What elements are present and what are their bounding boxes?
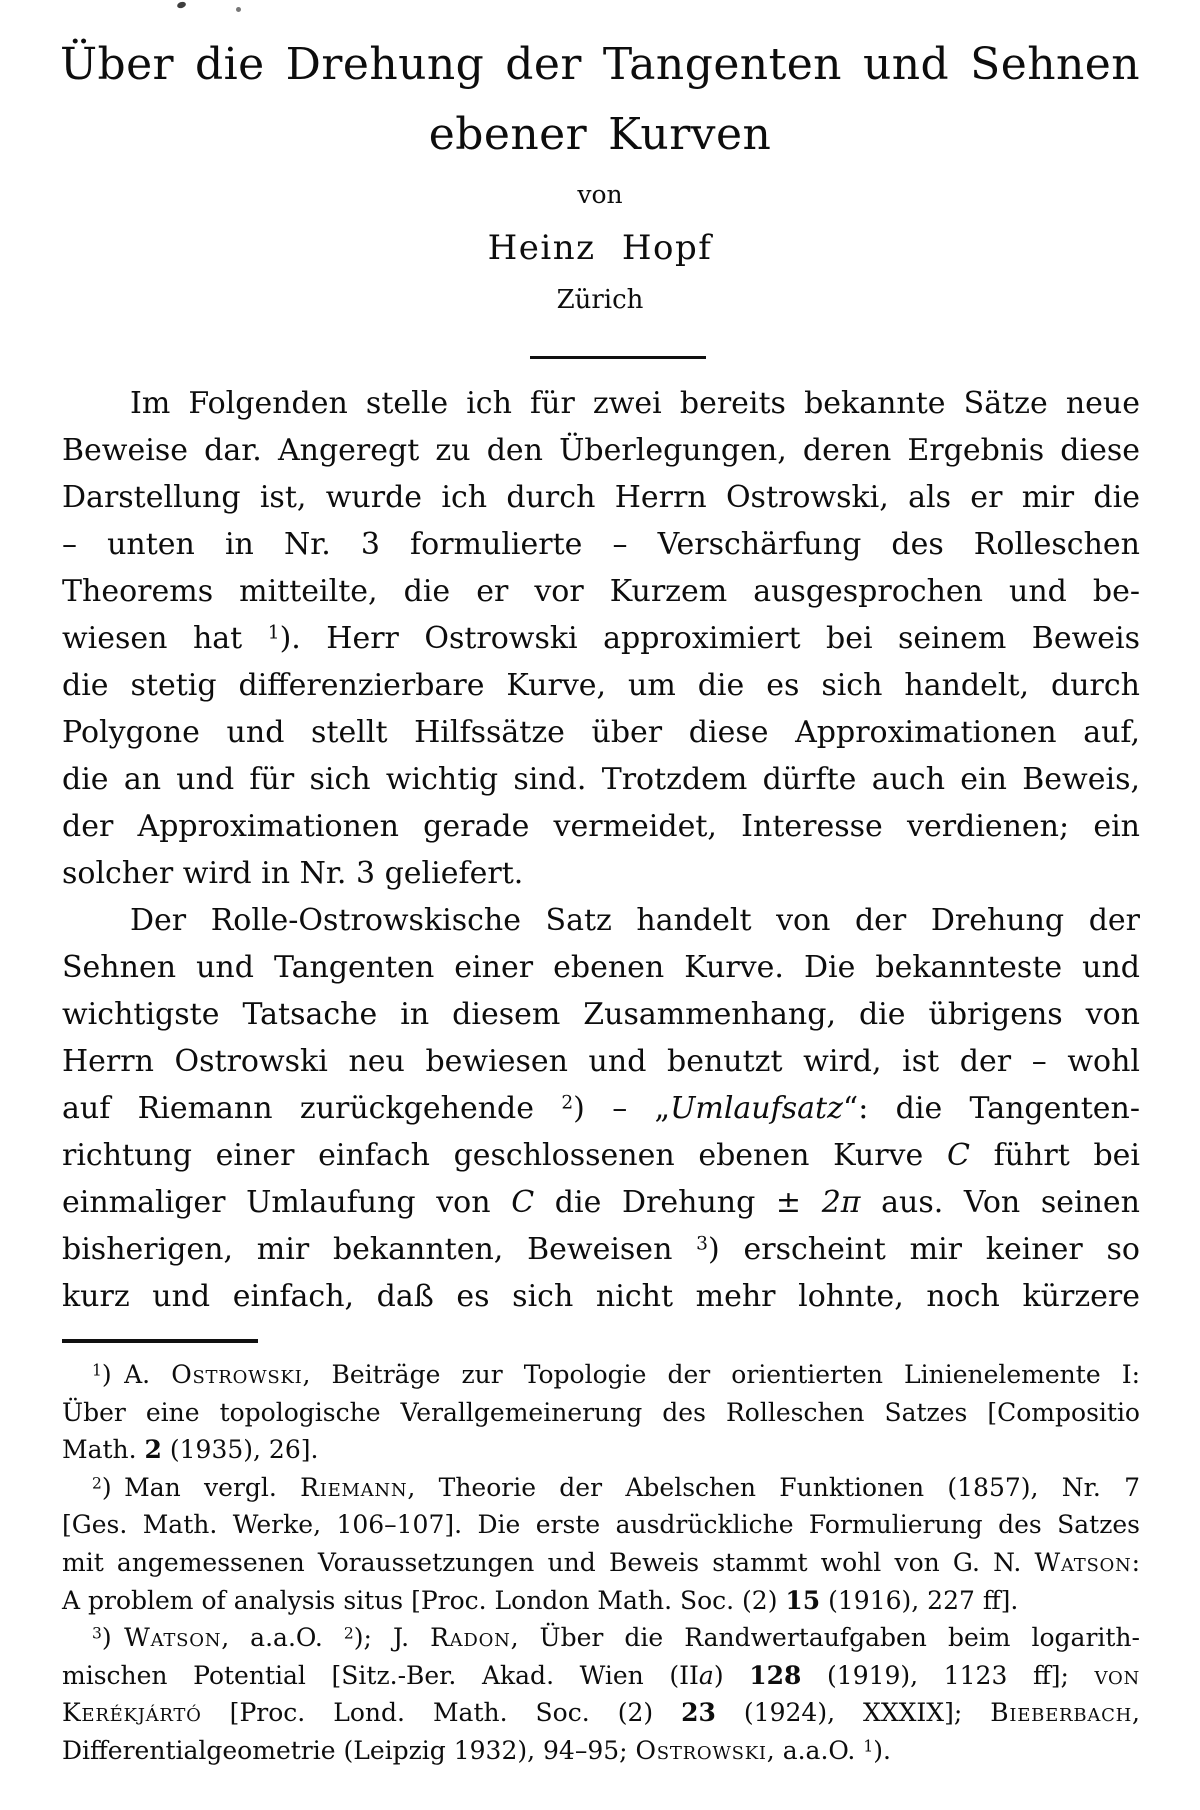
article-body: [62, 380, 1140, 1320]
scan-artifact: [176, 1, 186, 9]
paper-title: [0, 30, 1200, 170]
byline-von: von: [577, 180, 623, 209]
text-line: bisherigen, mir bekannten, Beweisen $^3$) erscheint mir keiner so: [62, 1232, 1140, 1267]
text-line: wichtigste Tatsache in diesem Zusammenhang, die übrigens von: [62, 997, 1140, 1032]
text-line: mischen Potential [Sitz.-Ber. Akad. Wien (IIa) 128 (1919), 1123 ff]; von: [62, 1660, 1140, 1690]
footnotes-section: [62, 1356, 1140, 1770]
author-affiliation: Zürich: [556, 285, 644, 315]
text-line: einmaliger Umlaufung von C die Drehung ± 2π aus. Von seinen: [62, 1185, 1140, 1220]
title-line-1: Über die Drehung der Tangenten und Sehnen: [59, 39, 1141, 90]
text-line: Im Folgenden stelle ich für zwei bereits bekannte Sätze neue: [130, 386, 1140, 421]
text-line: $^1$) A. Ostrowski, Beiträge zur Topologie der orientierten Linienelemente I:: [92, 1360, 1140, 1389]
text-line: – unten in Nr. 3 formulierte – Verschärfung des Rolleschen: [62, 527, 1140, 562]
text-line: Kerékjártó [Proc. Lond. Math. Soc. (2) 23 (1924), XXXIX]; Bieberbach,: [62, 1698, 1140, 1728]
scan-artifact: [236, 7, 241, 12]
text-line: Der Rolle-Ostrowskische Satz handelt von der Drehung der: [130, 903, 1140, 938]
text-line: Polygone und stellt Hilfssätze über diese Approximationen auf,: [62, 715, 1140, 750]
text-line: Über eine topologische Verallgemeinerung des Rolleschen Satzes [Compositio: [62, 1397, 1140, 1427]
text-line: Math. 2 (1935), 26].: [62, 1435, 319, 1465]
text-line: richtung einer einfach geschlossenen ebenen Kurve C führt bei: [62, 1138, 1140, 1173]
text-line: kurz und einfach, daß es sich nicht mehr lohnte, noch kürzere: [62, 1279, 1140, 1314]
text-line: Darstellung ist, wurde ich durch Herrn Ostrowski, als er mir die: [62, 480, 1140, 515]
text-line: die stetig differenzierbare Kurve, um die es sich handelt, durch: [62, 668, 1140, 703]
text-line: $^2$) Man vergl. Riemann, Theorie der Abelschen Funktionen (1857), Nr. 7: [92, 1472, 1140, 1502]
text-line: Theorems mitteilte, die er vor Kurzem ausgesprochen und be-: [62, 574, 1140, 609]
footnote-separator-rule: [62, 1339, 258, 1343]
text-line: Differentialgeometrie (Leipzig 1932), 94–95; Ostrowski, a.a.O. $^1$).: [62, 1735, 891, 1765]
text-line: Beweise dar. Angeregt zu den Überlegungen, deren Ergebnis diese: [62, 433, 1140, 468]
author-name: Heinz Hopf: [487, 228, 713, 268]
text-line: A problem of analysis situs [Proc. London Math. Soc. (2) 15 (1916), 227 ff].: [62, 1585, 1019, 1615]
text-line: Sehnen und Tangenten einer ebenen Kurve. Die bekannteste und: [62, 950, 1140, 985]
text-line: [Ges. Math. Werke, 106–107]. Die erste ausdrückliche Formulierung des Satzes: [62, 1510, 1140, 1540]
text-line: $^3$) Watson, a.a.O. $^2$); J. Radon, Über die Randwertaufgaben beim logarith-: [92, 1623, 1140, 1653]
text-line: Herrn Ostrowski neu bewiesen und benutzt wird, ist der – wohl: [62, 1044, 1140, 1079]
text-line: wiesen hat $^1$). Herr Ostrowski approximiert bei seinem Beweis: [62, 621, 1140, 656]
text-line: der Approximationen gerade vermeidet, Interesse verdienen; ein: [62, 809, 1140, 844]
text-line: mit angemessenen Voraussetzungen und Beweis stammt wohl von G. N. Watson:: [62, 1547, 1140, 1577]
title-separator-rule: [530, 356, 706, 359]
title-line-2: ebener Kurven: [428, 109, 772, 160]
text-line: solcher wird in Nr. 3 geliefert.: [62, 856, 524, 891]
text-line: auf Riemann zurückgehende $^2$) – „Umlaufsatz“: die Tangenten-: [62, 1091, 1140, 1126]
text-line: die an und für sich wichtig sind. Trotzdem dürfte auch ein Beweis,: [62, 762, 1140, 797]
